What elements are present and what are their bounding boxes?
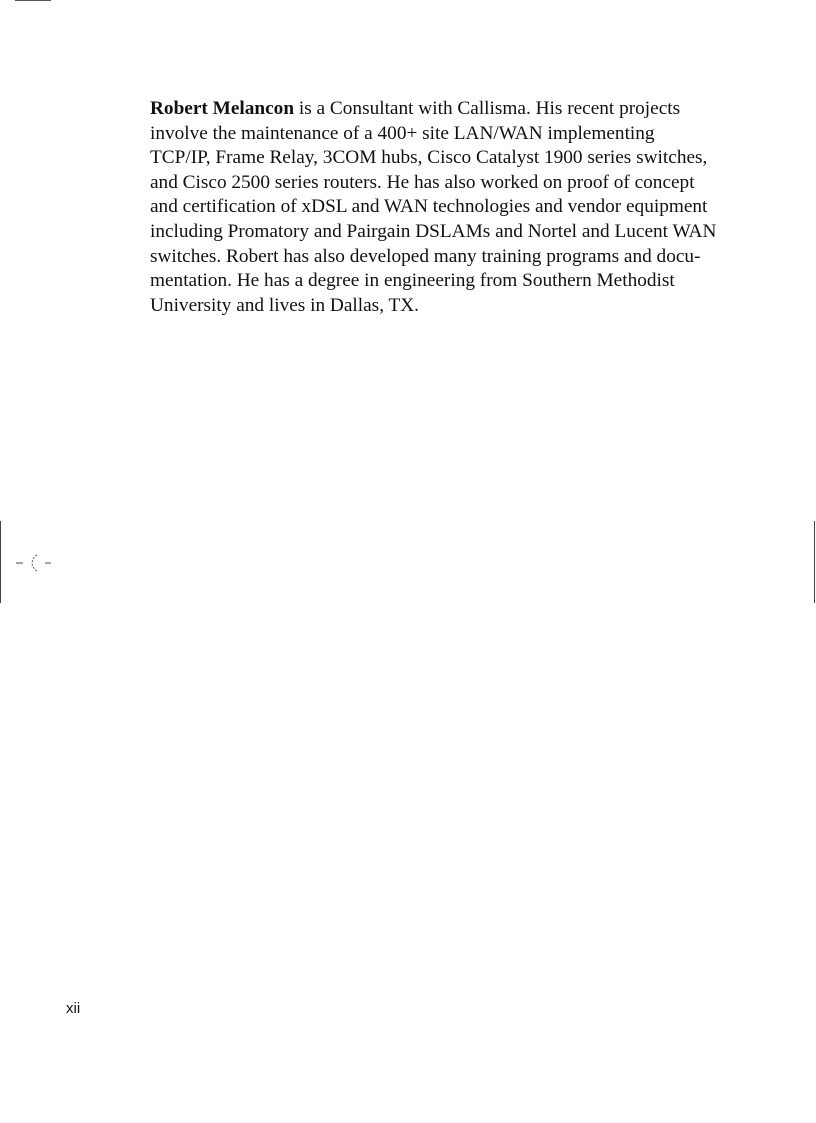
bio-line-8: mentation. He has a degree in engineering from Southern Methodist xyxy=(150,270,675,292)
bio-line-2: involve the maintenance of a 400+ site LAN/WAN implementing xyxy=(150,122,655,144)
bio-line-4: and Cisco 2500 series routers. He has also worked on proof of concept xyxy=(150,171,695,193)
bio-line-6: including Promatory and Pairgain DSLAMs and Nortel and Lucent WAN xyxy=(150,220,717,242)
bio-line-1 xyxy=(150,97,710,122)
bio-line-7: switches. Robert has also developed many training programs and docu- xyxy=(150,245,701,267)
margin-rule-right xyxy=(814,521,815,603)
margin-rule-left xyxy=(0,521,1,603)
bio-line-9: University and lives in Dallas, TX. xyxy=(150,294,420,316)
bio-line-5: and certification of xDSL and WAN technologies and vendor equipment xyxy=(150,196,708,218)
page-number: xii xyxy=(66,1000,81,1017)
author-bio xyxy=(150,97,717,318)
registration-mark-icon xyxy=(14,550,54,576)
bio-line-3: TCP/IP, Frame Relay, 3COM hubs, Cisco Catalyst 1900 series switches, xyxy=(150,147,708,169)
author-name: Robert Melancon xyxy=(150,98,295,119)
crop-mark-top xyxy=(15,0,51,1)
bio-line-1-text: is a Consultant with Callisma. His recent projects xyxy=(294,98,681,119)
